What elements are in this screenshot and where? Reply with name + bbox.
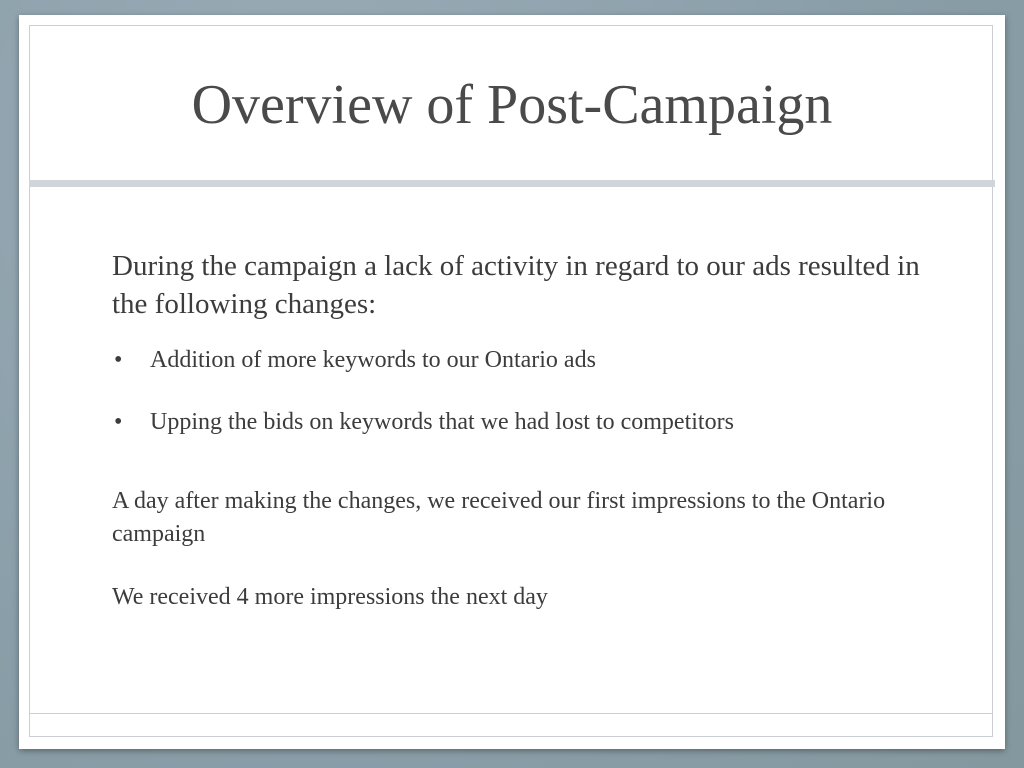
paragraph-first-impressions: A day after making the changes, we received our first impressions to the Ontario campaign (112, 488, 886, 547)
bullet-item (112, 345, 922, 375)
bullet-text: Upping the bids on keywords that we had lost to competitors (150, 409, 734, 435)
bullet-text: Addition of more keywords to our Ontario ads (150, 347, 596, 373)
bullet-item (112, 407, 922, 437)
slide-title: Overview of Post-Campaign (191, 74, 833, 136)
intro-text: During the campaign a lack of activity in regard to our ads resulted in the following changes: (112, 250, 920, 320)
slide-body (112, 247, 922, 614)
title-divider (29, 180, 995, 187)
bullet-icon: • (114, 409, 123, 435)
bullet-list (112, 345, 922, 437)
footer-divider (29, 713, 993, 714)
bullet-icon: • (114, 347, 123, 373)
slide (19, 15, 1005, 749)
paragraph-more-impressions: We received 4 more impressions the next day (112, 584, 548, 610)
